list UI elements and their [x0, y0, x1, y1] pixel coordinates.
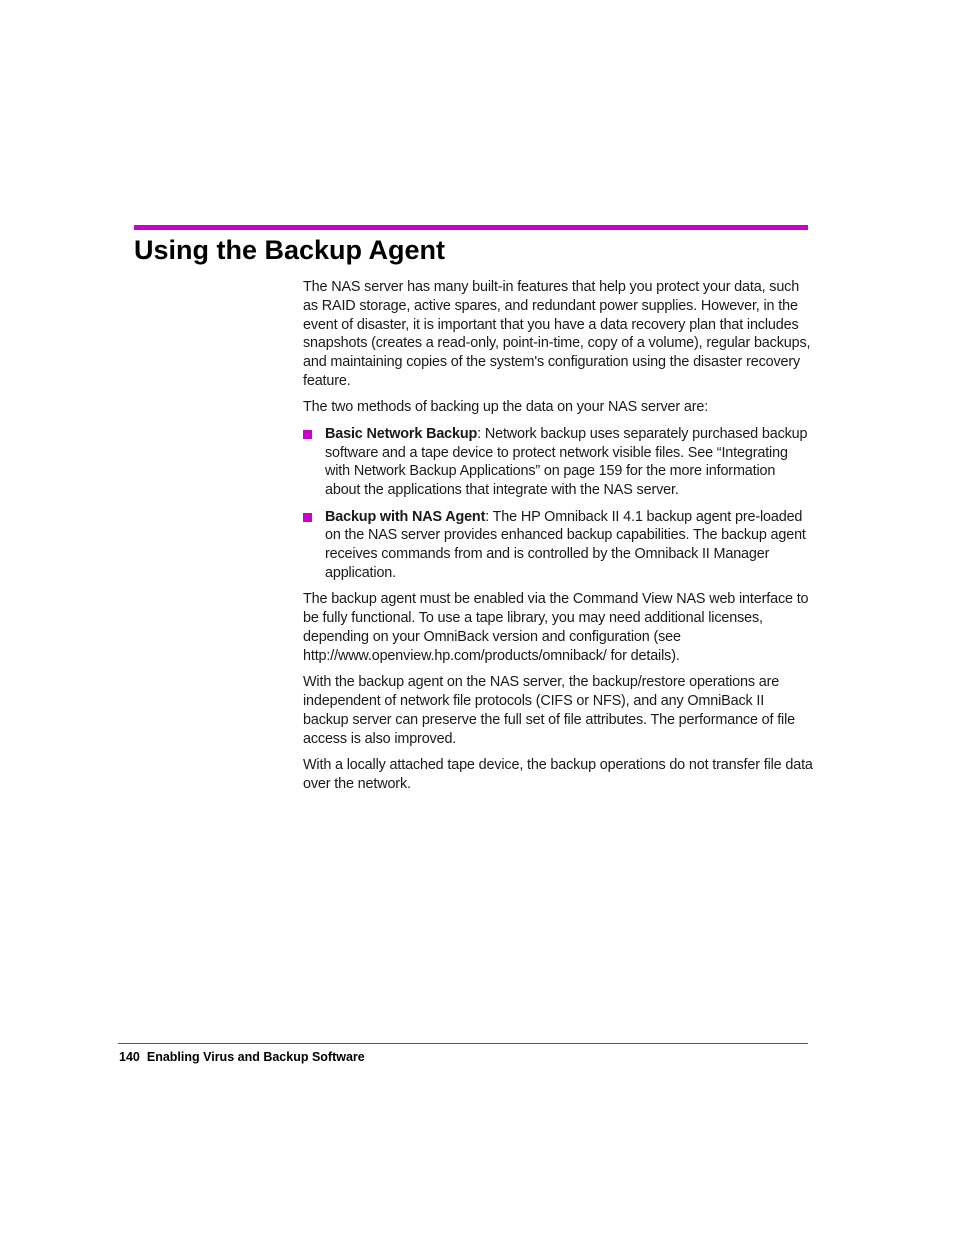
method-term: Basic Network Backup — [325, 425, 478, 442]
body-column — [303, 278, 813, 801]
method-term: Backup with NAS Agent — [325, 508, 486, 525]
chapter-title: Enabling Virus and Backup Software — [146, 1050, 365, 1064]
section-title: Using the Backup Agent — [134, 235, 446, 265]
methods-lead-paragraph: The two methods of backing up the data on your NAS server are: — [303, 399, 709, 416]
body-paragraph: With a locally attached tape device, the backup operations do not transfer file data over the network. — [303, 756, 813, 792]
list-item — [303, 425, 813, 500]
list-item — [303, 508, 813, 583]
intro-paragraph: The NAS server has many built-in features that help you protect your data, such as RAID storage, active spares, and redundant power supplies. However, in the event of disaster, it is important that you have a data recovery plan that includes snapshots (creates a read-only, point-in-time, copy of a volume), regular backups, and maintaining copies of the system's configuration using the disaster recovery feature. — [303, 279, 811, 389]
method-description: : The HP Omniback II 4.1 backup agent pre-loaded on the NAS server provides enhanced backup capabilities. The backup agent receives commands from and is controlled by the Omniback II Manager application. — [325, 508, 806, 581]
page-number: 140 — [119, 1050, 140, 1064]
square-bullet-icon — [303, 513, 312, 522]
footer-rule — [118, 1043, 808, 1044]
method-description: : Network backup uses separately purchased backup software and a tape device to protect network visible files. See “Integrating with Network Backup Applications” on page 159 for the more information about the applications that integrate with the NAS server. — [325, 425, 808, 499]
body-paragraph: The backup agent must be enabled via the Command View NAS web interface to be fully functional. To use a tape library, you may need additional licenses, depending on your OmniBack version and configuration (see http://www.openview.hp.com/products/omniback/ for details). — [303, 591, 809, 664]
body-paragraph: With the backup agent on the NAS server, the backup/restore operations are independent of network file protocols (CIFS or NFS), and any OmniBack II backup server can preserve the full set of file attributes. The performance of file access is also improved. — [303, 674, 796, 747]
section-top-rule — [134, 225, 808, 230]
page-footer — [119, 1049, 365, 1065]
backup-methods-list — [303, 425, 813, 583]
square-bullet-icon — [303, 430, 312, 439]
